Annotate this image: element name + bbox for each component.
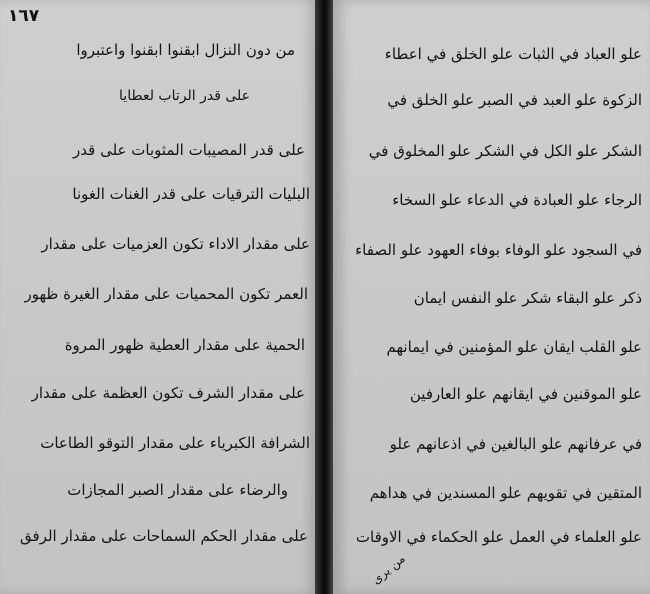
right-page-line: علو الموقنين في ايقانهم علو العارفين bbox=[409, 385, 642, 403]
catchword: من يرى bbox=[369, 551, 408, 587]
left-page-line: العمر تكون المحميات على مقدار الغيرة ظهور bbox=[24, 285, 308, 303]
right-page-line: علو القلب ايقان علو المؤمنين في ايمانهم bbox=[386, 338, 642, 356]
left-page-line: على مقدار الاداء تكون العزميات على مقدار bbox=[41, 235, 310, 253]
left-page-line: والرضاء على مقدار الصبر المجازات bbox=[67, 481, 288, 499]
left-page-line: على قدر المصيبات المثوبات على قدر bbox=[73, 141, 305, 159]
left-page-line: على مقدار الشرف تكون العظمة على مقدار bbox=[31, 384, 305, 402]
left-page-line: على مقدار الحكم السماحات على مقدار الرفق bbox=[20, 527, 308, 545]
right-page-line: المتقين في تقويهم علو المسندين في هداهم bbox=[369, 484, 642, 502]
book-gutter bbox=[315, 0, 333, 594]
right-page-line: في عرفانهم علو البالغين في اذعانهم علو bbox=[389, 435, 642, 453]
left-page-line: من دون النزال ابقنوا ابقنوا واعتبروا bbox=[76, 41, 295, 59]
page-number: ١٦٧ bbox=[8, 6, 40, 26]
right-page-line: الرجاء علو العبادة في الدعاء علو السخاء bbox=[392, 191, 642, 209]
right-page-line: علو العلماء في العمل علو الحكماء في الاوقات bbox=[355, 528, 642, 546]
right-page-line: الزكوة علو العبد في الصبر علو الخلق في bbox=[387, 91, 642, 109]
left-page-line: الحمية على مقدار العطية ظهور المروة bbox=[64, 336, 305, 354]
left-page-line: البليات الترقيات على قدر الغنات الغونا bbox=[72, 185, 310, 203]
right-page-line: علو العباد في الثبات علو الخلق في اعطاء bbox=[384, 45, 642, 63]
right-page-line: الشكر علو الكل في الشكر علو المخلوق في bbox=[368, 142, 642, 160]
right-page-line: ذكر علو البقاء شكر علو النفس ايمان bbox=[413, 289, 642, 307]
right-page-line: في السجود علو الوفاء بوفاء العهود علو الصفاء bbox=[355, 241, 642, 259]
left-page-line: على قدر الرتاب لعطايا bbox=[119, 88, 250, 104]
left-page-line: الشرافة الكبرياء على مقدار التوقو الطاعات bbox=[40, 434, 310, 452]
